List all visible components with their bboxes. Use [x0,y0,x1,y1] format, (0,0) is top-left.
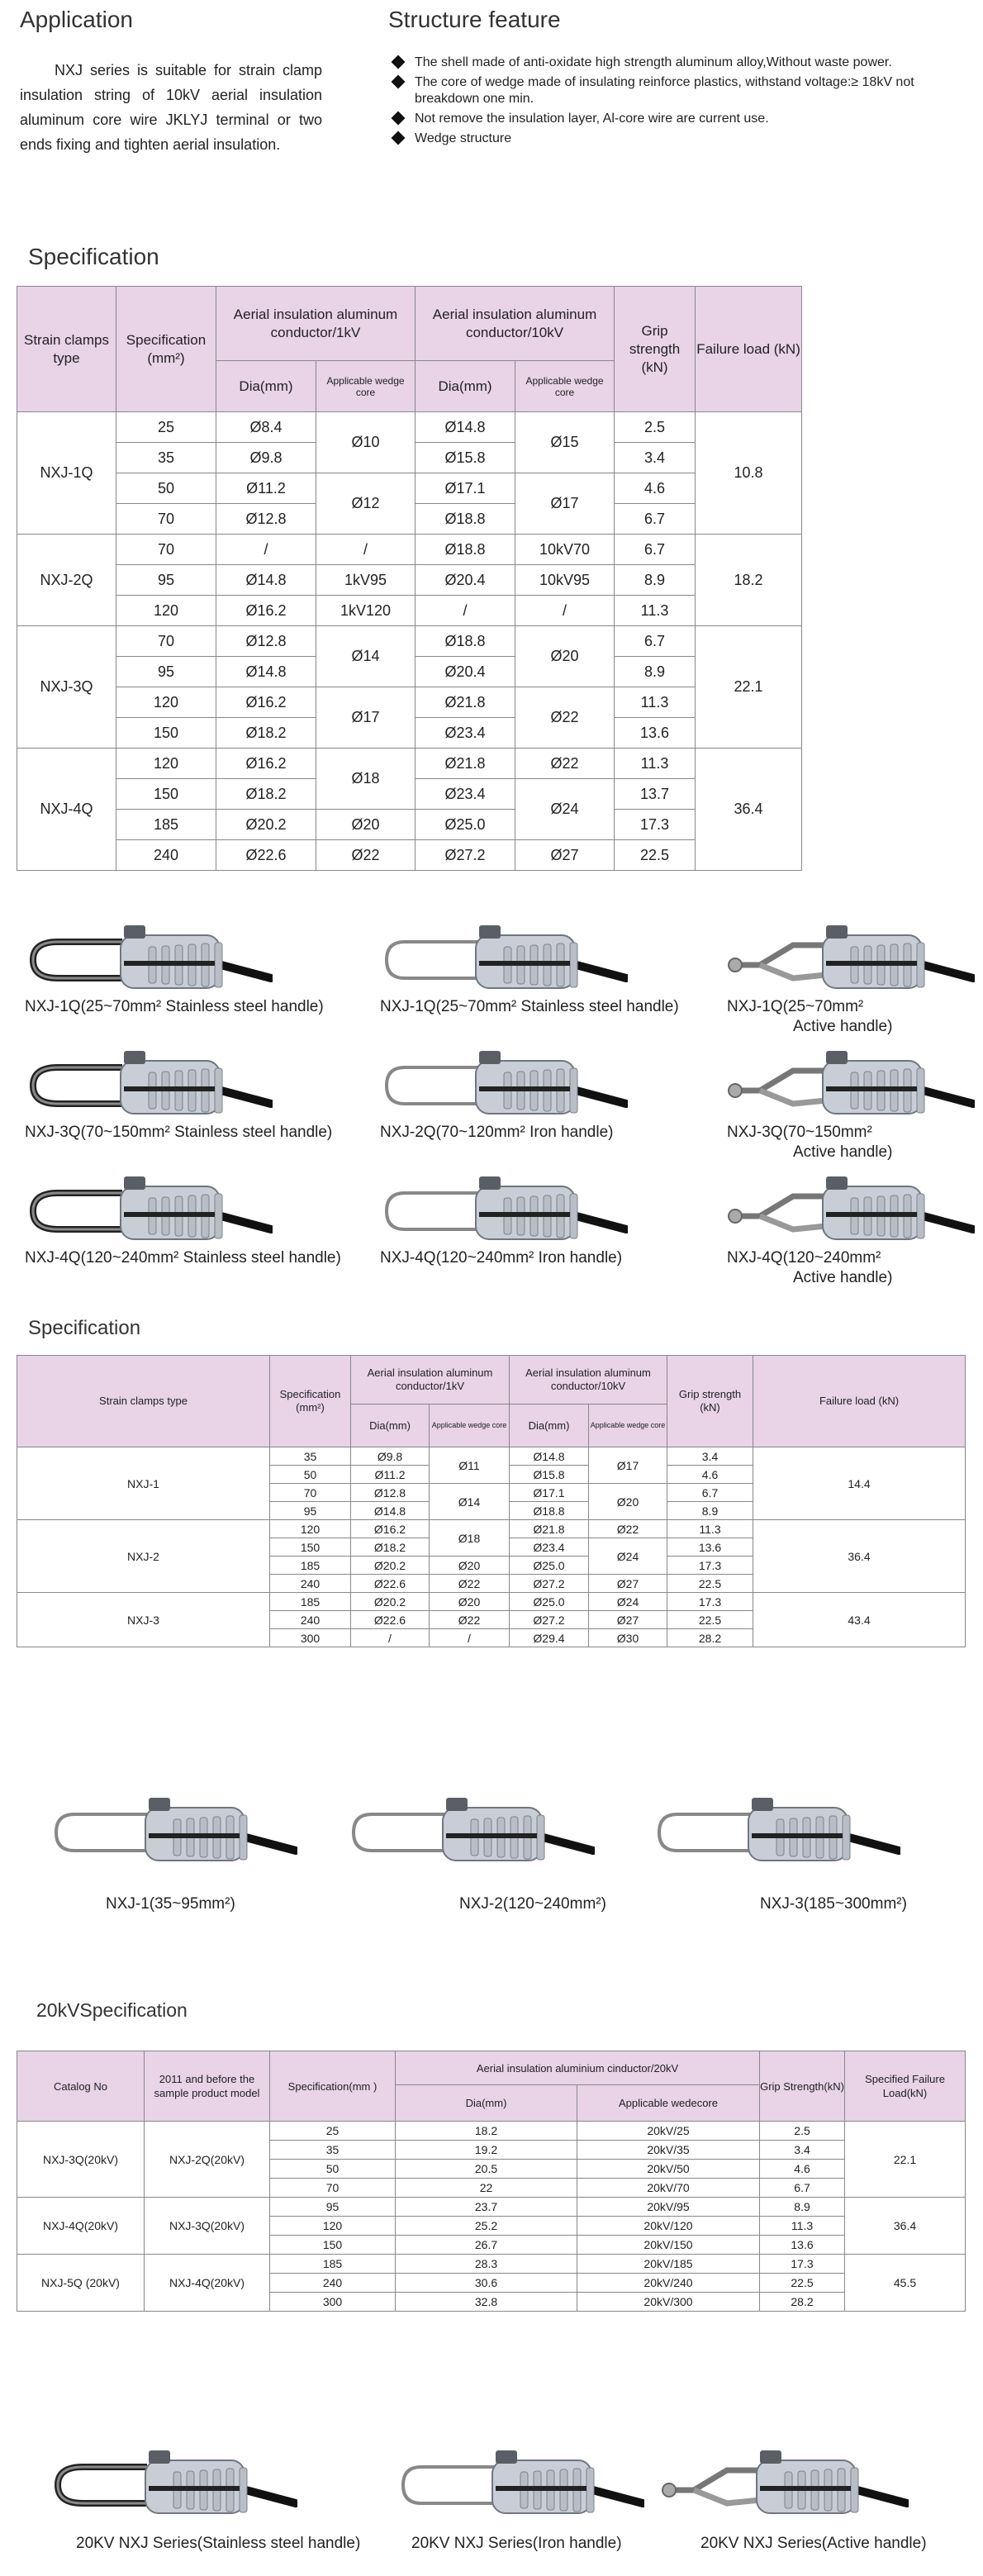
grip-cell: 6.7 [615,626,696,657]
structure-item: The core of wedge made of insulating reinforce plastics, withstand voltage:≥ 18kV not breakdown one min. [393,74,971,107]
grip-cell: 6.7 [615,535,696,565]
type-cell: NXJ-2Q [17,535,116,626]
dia-cell: 23.7 [396,2198,577,2217]
wedge-cell: 20kV/120 [577,2217,760,2236]
type-cell: NXJ-1 [17,1447,270,1520]
spec3-header-grip: Grip Strength(kN) [760,2051,845,2122]
strain-clamp-image [50,1789,297,1884]
spec-cell: 70 [270,1484,351,1502]
wedge-10kv-cell: Ø27 [589,1575,667,1593]
structure-item: Not remove the insulation layer, Al-core wire are current use. [393,111,971,127]
wedge-1kv-cell: Ø18 [316,749,416,810]
dia-cell: 18.2 [396,2122,577,2141]
structure-item: The shell made of anti-oxidate high strength aluminum alloy,Without waste power. [393,55,971,71]
wedge-1kv-cell: Ø20 [316,810,416,840]
spec1-title: Specification [28,244,159,269]
product-caption: NXJ-3Q(70~150mm² Stainless steel handle) [25,1124,333,1141]
dia-1kv-cell: Ø18.2 [351,1538,430,1557]
dia-10kv-cell: Ø15.8 [510,1466,589,1484]
grip-cell: 11.3 [615,687,696,718]
grip-cell: 11.3 [667,1520,753,1538]
wedge-1kv-cell: Ø11 [430,1447,510,1484]
table-row [17,840,802,871]
wedge-cell: 20kV/300 [577,2293,760,2312]
dia-10kv-cell: Ø17.1 [416,473,515,504]
failure-load-cell: 45.5 [845,2255,966,2312]
type-cell: NXJ-3Q [17,626,116,749]
dia-10kv-cell: Ø14.8 [510,1447,589,1466]
wedge-1kv-cell: Ø17 [316,687,416,749]
grip-cell: 13.6 [667,1538,753,1557]
dia-cell: 28.3 [396,2255,577,2274]
table-row [17,535,802,565]
table-row [17,2198,966,2217]
spec-cell: 240 [270,2274,396,2293]
spec2-header-wedge: Applicable wedge core [589,1404,667,1447]
spec-cell: 25 [270,2122,396,2141]
product-caption: 20KV NXJ Series(Active handle) [700,2535,927,2552]
dia-10kv-cell: Ø18.8 [416,626,515,657]
grip-cell: 8.9 [615,657,696,687]
spec2-table [17,1355,966,1647]
grip-cell: 13.6 [615,718,696,749]
wedge-cell: 20kV/95 [577,2198,760,2217]
dia-1kv-cell: Ø14.8 [216,565,316,596]
spec3-header-spec: Specification(mm ) [270,2051,396,2122]
wedge-1kv-cell: Ø14 [430,1484,510,1520]
product-caption: NXJ-4Q(120~240mm² Iron handle) [380,1249,623,1267]
table-row [17,2255,966,2274]
table-row [17,626,802,657]
spec-cell: 70 [116,626,216,657]
dia-10kv-cell: Ø27.2 [510,1575,589,1593]
wedge-1kv-cell: / [316,535,416,565]
dia-1kv-cell: Ø12.8 [351,1484,430,1502]
dia-10kv-cell: Ø23.4 [416,718,515,749]
dia-1kv-cell: Ø16.2 [216,687,316,718]
product-caption: Active handle) [793,1143,893,1161]
dia-cell: 30.6 [396,2274,577,2293]
dia-10kv-cell: Ø17.1 [510,1484,589,1502]
wedge-1kv-cell: Ø22 [430,1611,510,1629]
failure-load-cell: 36.4 [696,749,802,871]
dia-1kv-cell: / [216,535,316,565]
grip-cell: 8.9 [667,1502,753,1520]
dia-10kv-cell: Ø20.4 [416,565,515,596]
grip-cell: 13.6 [760,2236,845,2255]
structure-list [393,55,971,150]
wedge-10kv-cell: / [515,596,615,626]
structure-title: Structure feature [388,7,561,32]
dia-10kv-cell: Ø20.4 [416,657,515,687]
dia-cell: 25.2 [396,2217,577,2236]
table-row [17,687,802,718]
wedge-10kv-cell: 10kV95 [515,565,615,596]
dia-cell: 26.7 [396,2236,577,2255]
wedge-10kv-cell: Ø22 [515,687,615,749]
product-caption: 20KV NXJ Series(Stainless steel handle) [76,2535,361,2552]
spec1-header-dia: Dia(mm) [216,361,316,412]
diamond-bullet-icon [392,131,406,145]
spec2-header-dia: Dia(mm) [510,1404,589,1447]
dia-10kv-cell: Ø23.4 [416,779,515,810]
dia-1kv-cell: Ø12.8 [216,504,316,535]
spec-cell: 50 [270,1466,351,1484]
spec-cell: 120 [116,596,216,626]
grip-cell: 6.7 [615,504,696,535]
failure-load-cell: 14.4 [753,1447,966,1520]
spec-cell: 95 [270,1502,351,1520]
spec-cell: 95 [116,657,216,687]
dia-1kv-cell: Ø16.2 [216,596,316,626]
wedge-10kv-cell: Ø20 [589,1484,667,1520]
table-row [17,596,802,626]
dia-1kv-cell: Ø20.2 [216,810,316,840]
grip-cell: 3.4 [667,1447,753,1466]
wedge-10kv-cell: Ø20 [515,626,615,687]
failure-load-cell: 22.1 [696,626,802,749]
spec-cell: 70 [270,2179,396,2198]
spec1-header-type: Strain clamps type [17,287,116,412]
grip-cell: 4.6 [667,1466,753,1484]
old-model-cell: NXJ-2Q(20kV) [145,2122,270,2198]
table-row [17,810,802,840]
dia-1kv-cell: Ø8.4 [216,412,316,443]
grip-cell: 8.9 [760,2198,845,2217]
product-caption: NXJ-4Q(120~240mm² [727,1249,881,1267]
spec2-header-spec: Specification (mm²) [270,1356,351,1447]
table-row [17,565,802,596]
spec-cell: 240 [270,1611,351,1629]
product-caption: NXJ-2Q(70~120mm² Iron handle) [380,1124,614,1141]
spec-cell: 300 [270,2293,396,2312]
dia-10kv-cell: Ø18.8 [416,504,515,535]
wedge-10kv-cell: Ø15 [515,412,615,473]
application-text: NXJ series is suitable for strain clamp insulation string of 10kV aerial insulation aluminum core wire JKLYJ terminal or two ends fixing and tighten aerial insulation. [20,62,322,153]
dia-1kv-cell: Ø14.8 [216,657,316,687]
dia-cell: 22 [396,2179,577,2198]
catalog-cell: NXJ-4Q(20kV) [17,2198,145,2255]
spec-cell: 240 [270,1575,351,1593]
spec-cell: 95 [116,565,216,596]
wedge-1kv-cell: Ø14 [316,626,416,687]
dia-10kv-cell: Ø21.8 [510,1520,589,1538]
spec-cell: 120 [270,2217,396,2236]
spec-cell: 35 [270,2141,396,2160]
wedge-10kv-cell: Ø24 [515,779,615,840]
dia-1kv-cell: Ø16.2 [216,749,316,779]
spec-cell: 185 [270,1557,351,1575]
catalog-cell: NXJ-5Q (20kV) [17,2255,145,2312]
dia-10kv-cell: Ø25.0 [416,810,515,840]
dia-cell: 20.5 [396,2160,577,2179]
failure-load-cell: 22.1 [845,2122,966,2198]
grip-cell: 4.6 [615,473,696,504]
grip-cell: 3.4 [760,2141,845,2160]
table-row [17,2122,966,2141]
strain-clamp-image [397,2442,644,2537]
dia-1kv-cell: Ø22.6 [351,1575,430,1593]
wedge-10kv-cell: Ø27 [589,1611,667,1629]
grip-cell: 22.5 [667,1575,753,1593]
type-cell: NXJ-4Q [17,749,116,871]
dia-10kv-cell: Ø15.8 [416,443,515,473]
grip-cell: 3.4 [615,443,696,473]
dia-10kv-cell: Ø21.8 [416,749,515,779]
product-caption: NXJ-1(35~95mm²) [106,1895,235,1913]
spec-cell: 35 [116,443,216,473]
table-row [17,1520,966,1538]
product-caption: NXJ-4Q(120~240mm² Stainless steel handle) [25,1249,341,1267]
failure-load-cell: 43.4 [753,1593,966,1647]
spec-cell: 185 [116,810,216,840]
grip-cell: 22.5 [615,840,696,871]
grip-cell: 2.5 [760,2122,845,2141]
dia-10kv-cell: Ø27.2 [510,1611,589,1629]
old-model-cell: NXJ-3Q(20kV) [145,2198,270,2255]
dia-10kv-cell: Ø29.4 [510,1629,589,1647]
dia-10kv-cell: Ø25.0 [510,1593,589,1611]
product-caption: NXJ-3(185~300mm²) [760,1895,907,1913]
dia-10kv-cell: / [416,596,515,626]
dia-1kv-cell: Ø20.2 [351,1557,430,1575]
spec-cell: 150 [116,718,216,749]
catalog-cell: NXJ-3Q(20kV) [17,2122,145,2198]
strain-clamp-image [653,1789,900,1884]
spec3-header-wedge: Applicable wedecore [577,2085,760,2122]
product-caption: NXJ-1Q(25~70mm² [727,998,864,1015]
spec3-header-catalog: Catalog No [17,2051,145,2122]
failure-load-cell: 18.2 [696,535,802,626]
wedge-1kv-cell: 1kV120 [316,596,416,626]
strain-clamp-image [50,2442,297,2537]
wedge-10kv-cell: Ø22 [515,749,615,779]
grip-cell: 17.3 [760,2255,845,2274]
grip-cell: 28.2 [667,1629,753,1647]
grip-cell: 28.2 [760,2293,845,2312]
wedge-cell: 20kV/185 [577,2255,760,2274]
wedge-10kv-cell: Ø27 [515,840,615,871]
wedge-1kv-cell: Ø18 [430,1520,510,1557]
wedge-cell: 20kV/240 [577,2274,760,2293]
dia-1kv-cell: Ø20.2 [351,1593,430,1611]
dia-10kv-cell: Ø25.0 [510,1557,589,1575]
spec-cell: 35 [270,1447,351,1466]
spec1-header-grip: Grip strength (kN) [615,287,696,412]
old-model-cell: NXJ-4Q(20kV) [145,2255,270,2312]
grip-cell: 6.7 [760,2179,845,2198]
wedge-1kv-cell: Ø12 [316,473,416,535]
spec2-title: Specification [28,1317,141,1339]
diamond-bullet-icon [392,112,406,126]
spec-cell: 120 [116,749,216,779]
spec-cell: 185 [270,2255,396,2274]
grip-cell: 11.3 [615,749,696,779]
strain-clamp-image [661,2442,909,2537]
spec-cell: 50 [270,2160,396,2179]
wedge-1kv-cell: Ø20 [430,1593,510,1611]
grip-cell: 11.3 [615,596,696,626]
wedge-10kv-cell: Ø24 [589,1593,667,1611]
wedge-10kv-cell: Ø17 [589,1447,667,1484]
dia-1kv-cell: Ø12.8 [216,626,316,657]
wedge-1kv-cell: 1kV95 [316,565,416,596]
dia-10kv-cell: Ø23.4 [510,1538,589,1557]
product-caption: NXJ-1Q(25~70mm² Stainless steel handle) [380,998,679,1015]
spec-cell: 70 [116,535,216,565]
spec2-header-ai1: Aerial insulation aluminum conductor/1kV [351,1356,510,1404]
strain-clamp-image [347,1789,595,1884]
dia-10kv-cell: Ø21.8 [416,687,515,718]
structure-item: Wedge structure [393,131,971,147]
spec3-header-ai: Aerial insulation aluminium cinductor/20kV [396,2051,760,2085]
table-row [17,1593,966,1611]
dia-10kv-cell: Ø18.8 [510,1502,589,1520]
spec-cell: 50 [116,473,216,504]
wedge-10kv-cell: Ø24 [589,1538,667,1575]
type-cell: NXJ-2 [17,1520,270,1593]
dia-1kv-cell: Ø14.8 [351,1502,430,1520]
dia-1kv-cell: Ø22.6 [351,1611,430,1629]
spec-cell: 25 [116,412,216,443]
dia-1kv-cell: Ø18.2 [216,779,316,810]
spec2-header-grip: Grip strength (kN) [667,1356,753,1447]
application-title: Application [20,7,133,32]
wedge-1kv-cell: / [430,1629,510,1647]
wedge-10kv-cell: 10kV70 [515,535,615,565]
product-caption: 20KV NXJ Series(Iron handle) [411,2535,622,2552]
product-caption: NXJ-1Q(25~70mm² Stainless steel handle) [25,998,324,1015]
spec1-header-spec: Specification (mm²) [116,287,216,412]
failure-load-cell: 36.4 [753,1520,966,1593]
dia-10kv-cell: Ø14.8 [416,412,515,443]
spec-cell: 150 [116,779,216,810]
wedge-cell: 20kV/50 [577,2160,760,2179]
product-caption: Active handle) [793,1269,893,1286]
dia-1kv-cell: Ø11.2 [216,473,316,504]
grip-cell: 17.3 [667,1593,753,1611]
failure-load-cell: 10.8 [696,412,802,535]
spec-cell: 150 [270,2236,396,2255]
wedge-10kv-cell: Ø30 [589,1629,667,1647]
spec3-header-fail: Specified Failure Load(kN) [845,2051,966,2122]
grip-cell: 8.9 [615,565,696,596]
spec1-table [17,286,802,871]
spec-cell: 120 [116,687,216,718]
spec1-header-dia: Dia(mm) [416,361,515,412]
grip-cell: 22.5 [667,1611,753,1629]
dia-1kv-cell: Ø16.2 [351,1520,430,1538]
dia-cell: 32.8 [396,2293,577,2312]
wedge-cell: 20kV/70 [577,2179,760,2198]
grip-cell: 17.3 [615,810,696,840]
dia-1kv-cell: Ø22.6 [216,840,316,871]
product-caption: Active handle) [793,1018,893,1035]
spec2-header-wedge: Applicable wedge core [430,1404,510,1447]
table-row [17,412,802,443]
grip-cell: 22.5 [760,2274,845,2293]
spec-cell: 95 [270,2198,396,2217]
spec-cell: 150 [270,1538,351,1557]
grip-cell: 6.7 [667,1484,753,1502]
spec-cell: 70 [116,504,216,535]
wedge-10kv-cell: Ø22 [589,1520,667,1538]
spec2-header-ai10: Aerial insulation aluminum conductor/10kV [510,1356,667,1404]
wedge-1kv-cell: Ø20 [430,1557,510,1575]
spec3-table [17,2051,966,2312]
diamond-bullet-icon [392,75,406,89]
failure-load-cell: 36.4 [845,2198,966,2255]
dia-cell: 19.2 [396,2141,577,2160]
spec3-title: 20kVSpecification [36,1999,188,2021]
dia-1kv-cell: Ø9.8 [216,443,316,473]
grip-cell: 11.3 [760,2217,845,2236]
dia-1kv-cell: Ø18.2 [216,718,316,749]
type-cell: NXJ-1Q [17,412,116,535]
dia-1kv-cell: / [351,1629,430,1647]
wedge-1kv-cell: Ø22 [430,1575,510,1593]
wedge-1kv-cell: Ø10 [316,412,416,473]
wedge-1kv-cell: Ø22 [316,840,416,871]
spec-cell: 240 [116,840,216,871]
spec1-header-wedge: Applicable wedge core [316,361,416,412]
spec3-header-dia: Dia(mm) [396,2085,577,2122]
spec2-header-dia: Dia(mm) [351,1404,430,1447]
spec3-header-old: 2011 and before the sample product model [145,2051,270,2122]
grip-cell: 17.3 [667,1557,753,1575]
table-row [17,473,802,504]
table-row [17,749,802,779]
dia-1kv-cell: Ø9.8 [351,1447,430,1466]
wedge-10kv-cell: Ø17 [515,473,615,535]
spec2-header-fail: Failure load (kN) [753,1356,966,1447]
grip-cell: 13.7 [615,779,696,810]
spec2-header-type: Strain clamps type [17,1356,270,1447]
diamond-bullet-icon [392,55,406,69]
product-caption: NXJ-3Q(70~150mm² [727,1124,872,1141]
dia-10kv-cell: Ø18.8 [416,535,515,565]
product-caption: NXJ-2(120~240mm²) [459,1895,606,1913]
spec1-header-fail: Failure load (kN) [696,287,802,412]
wedge-cell: 20kV/25 [577,2122,760,2141]
wedge-cell: 20kV/35 [577,2141,760,2160]
table-row [17,1447,966,1466]
wedge-cell: 20kV/150 [577,2236,760,2255]
spec-cell: 120 [270,1520,351,1538]
dia-1kv-cell: Ø11.2 [351,1466,430,1484]
grip-cell: 4.6 [760,2160,845,2179]
grip-cell: 2.5 [615,412,696,443]
spec-cell: 300 [270,1629,351,1647]
dia-10kv-cell: Ø27.2 [416,840,515,871]
spec1-header-ai1: Aerial insulation aluminum conductor/1kV [216,287,416,361]
spec-cell: 185 [270,1593,351,1611]
spec1-header-wedge: Applicable wedge core [515,361,615,412]
spec1-header-ai10: Aerial insulation aluminum conductor/10kV [416,287,615,361]
type-cell: NXJ-3 [17,1593,270,1647]
